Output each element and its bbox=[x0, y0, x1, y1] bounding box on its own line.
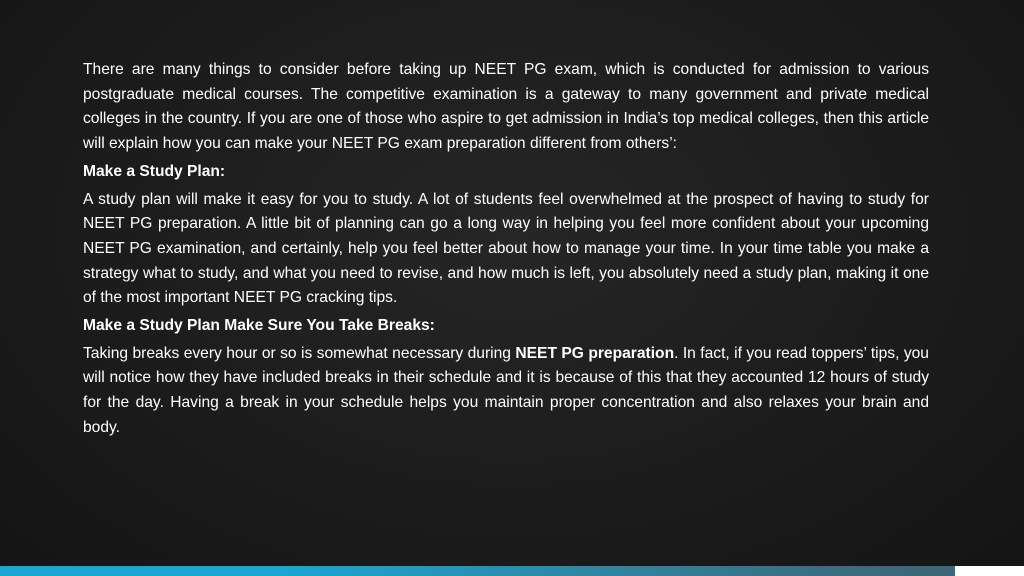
breaks-paragraph bbox=[83, 342, 929, 441]
corner-block bbox=[955, 566, 1024, 576]
text-content bbox=[83, 58, 929, 444]
study-plan-paragraph: A study plan will make it easy for you to study. A lot of students feel overwhelmed at the prospect of having to study for NEET PG preparation. A little bit of planning can go a long way in helping you feel more confident about your upcoming NEET PG examination, and certainly, help you feel better about how to manage your time. In your time table you make a strategy what to study, and what you need to revise, and how much is left, you absolutely need a study plan, making it one of the most important NEET PG cracking tips. bbox=[83, 190, 929, 307]
breaks-text-start: Taking breaks every hour or so is somewhat necessary during bbox=[83, 344, 516, 362]
neet-pg-preparation-keyword: NEET PG preparation bbox=[515, 344, 675, 362]
section-heading-breaks: Make a Study Plan Make Sure You Take Breaks: bbox=[83, 317, 435, 335]
breaks-text-end: . In fact, if you read toppers’ tips, you will notice how they have included breaks in their schedule and it is because of this that they accounted 12 hours of study for the day. Having a break in your schedule helps you maintain proper concentration and also relaxes your brain and body. bbox=[83, 344, 929, 436]
section-heading-study-plan: Make a Study Plan: bbox=[83, 162, 226, 180]
accent-bar bbox=[0, 566, 955, 576]
intro-paragraph: There are many things to consider before taking up NEET PG exam, which is conducted for admission to various postgraduate medical courses. The competitive examination is a gateway to many government and private medical colleges in the country. If you are one of those who aspire to get admission in India’s top medical colleges, then this article will explain how you can make your NEET PG exam preparation different from others’: bbox=[83, 61, 929, 153]
